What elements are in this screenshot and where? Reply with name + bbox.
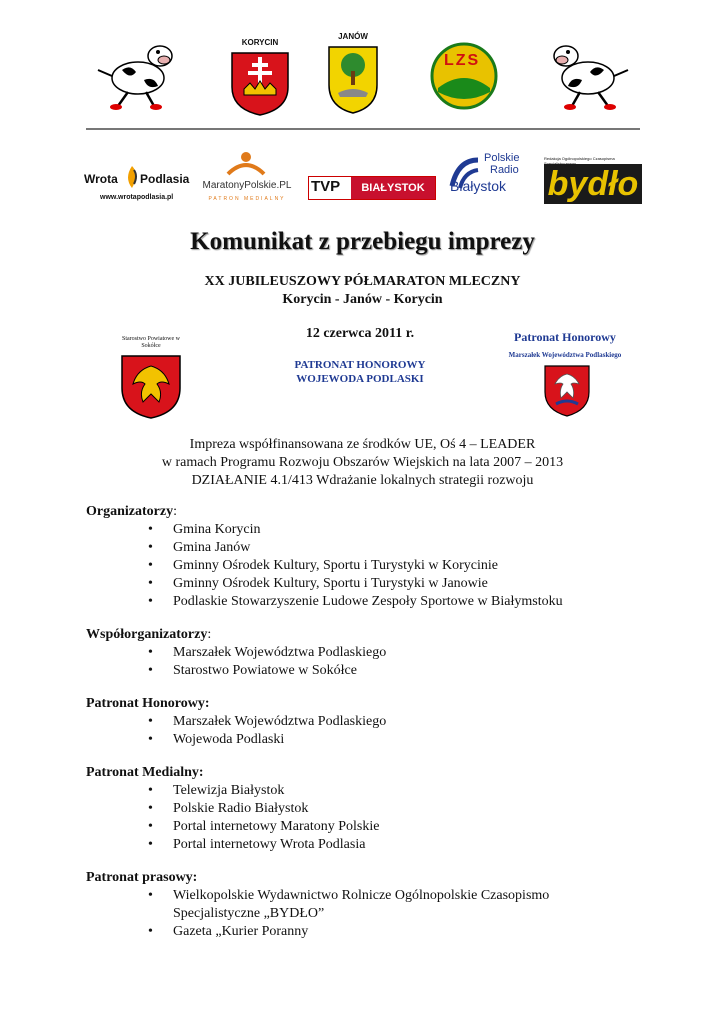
list-item: • Telewizja Białystok — [148, 782, 379, 800]
wspolorganizatorzy-list — [148, 644, 386, 680]
page-title: Komunikat z przebiegu imprezy — [190, 228, 535, 255]
maratony-sub: PATRON MEDIALNY — [208, 196, 286, 202]
list-item: • Marszałek Województwa Podlaskiego — [148, 644, 386, 662]
organizatorzy-heading-colon: : — [173, 504, 177, 519]
radio-line1: Polskie — [484, 152, 520, 164]
list-item: • Portal internetowy Maratony Polskie — [148, 818, 379, 836]
organizatorzy-list — [148, 521, 563, 611]
list-item: • Podlaskie Stowarzyszenie Ludowe Zespoły Sportowe w Białymstoku — [148, 593, 563, 611]
wspolorganizatorzy-heading-text: Współorganizatorzy — [86, 627, 208, 642]
tvp-label: TVP — [311, 178, 351, 198]
list-item: • Polskie Radio Białystok — [148, 800, 379, 818]
header-divider — [86, 128, 640, 130]
lzs-label: LZS — [444, 52, 481, 69]
starostwo-caption: Starostwo Powiatowe w Sokółce — [122, 336, 180, 349]
janow-label: JANÓW — [338, 32, 368, 41]
cow-mascot-right — [540, 40, 638, 112]
lzs-logo — [430, 42, 498, 110]
list-item: • Gminny Ośrodek Kultury, Sportu i Turystyki w Korycinie — [148, 557, 563, 575]
wrota-podlasia-logo — [84, 160, 190, 210]
wspolorganizatorzy-heading-colon: : — [207, 627, 212, 642]
radio-line2: Radio — [490, 164, 519, 176]
list-item: • Starostwo Powiatowe w Sokółce — [148, 662, 386, 680]
list-item: • Marszałek Województwa Podlaskiego — [148, 713, 386, 731]
funding-line-3: DZIAŁANIE 4.1/413 Wdrażanie lokalnych strategii rozwoju — [191, 473, 534, 488]
wspolorganizatorzy-heading — [86, 627, 211, 643]
bydlo-caption: Redakcja Ogólnopolskiego Czasopisma — [544, 156, 615, 161]
list-item: • Wojewoda Podlaski — [148, 731, 386, 749]
organizatorzy-heading-text: Organizatorzy — [86, 504, 174, 519]
funding-line-1: Impreza współfinansowana ze środków UE, Oś 4 – LEADER — [189, 437, 536, 452]
korycin-label: KORYCIN — [241, 38, 279, 47]
cow-mascot-left — [88, 40, 186, 112]
event-name: XX JUBILEUSZOWY PÓŁMARATON MLECZNY — [204, 274, 521, 289]
organizatorzy-heading — [86, 504, 177, 520]
wrota-name-1: Wrota — [84, 172, 118, 186]
right-patron-sub: Marszałek Województwa Podlaskiego — [508, 351, 622, 359]
event-date: 12 czerwca 2011 r. — [305, 326, 415, 341]
patronat-prasowy-heading: Patronat prasowy: — [86, 870, 198, 885]
tvp-city: BIAŁYSTOK — [351, 177, 435, 199]
list-item: • Portal internetowy Wrota Podlasia — [148, 836, 379, 854]
radio-line3: Białystok — [450, 178, 507, 194]
list-item: • Wielkopolskie Wydawnictwo Rolnicze Ogólnopolskie Czasopismo — [148, 887, 549, 905]
right-patron-title: Patronat Honorowy — [514, 330, 616, 344]
patronat-honorowy-list — [148, 713, 386, 749]
wrota-swirl-icon — [122, 164, 142, 190]
wrota-name-2: Podlasia — [140, 172, 190, 186]
patronat-medialny-list — [148, 782, 379, 854]
list-item-continuation-text: Specjalistyczne „BYDŁO” — [173, 906, 325, 921]
wrota-url: www.wrotapodlasia.pl — [100, 194, 174, 201]
starostwo-emblem — [114, 336, 188, 422]
patronat-prasowy-list — [148, 887, 549, 941]
bydlo-logo — [544, 156, 642, 214]
list-item: • Gminny Ośrodek Kultury, Sportu i Turystyki w Janowie — [148, 575, 563, 593]
list-item: • Gmina Janów — [148, 539, 563, 557]
maratony-polskie-logo — [198, 150, 296, 210]
funding-line-2: w ramach Programu Rozwoju Obszarów Wiejskich na lata 2007 – 2013 — [161, 455, 564, 470]
polskie-radio-bialystok-logo — [448, 152, 538, 200]
janow-coat-of-arms — [326, 32, 380, 116]
podlaskie-coat-of-arms — [542, 364, 592, 418]
patronat-line-1: PATRONAT HONOROWY — [294, 359, 426, 371]
bydlo-name: bydło — [544, 164, 642, 204]
patronat-honorowy-heading: Patronat Honorowy: — [86, 696, 210, 711]
list-item: • Gazeta „Kurier Poranny — [148, 923, 549, 941]
patronat-line-2: WOJEWODA PODLASKI — [296, 373, 424, 385]
patronat-medialny-heading: Patronat Medialny: — [86, 765, 204, 780]
list-item-continuation — [148, 905, 549, 923]
list-item: • Gmina Korycin — [148, 521, 563, 539]
korycin-coat-of-arms — [228, 38, 292, 118]
tvp-bialystok-logo — [308, 176, 436, 200]
event-route: Korycin - Janów - Korycin — [282, 292, 443, 307]
maratony-name: MaratonyPolskie.PL — [202, 180, 292, 191]
